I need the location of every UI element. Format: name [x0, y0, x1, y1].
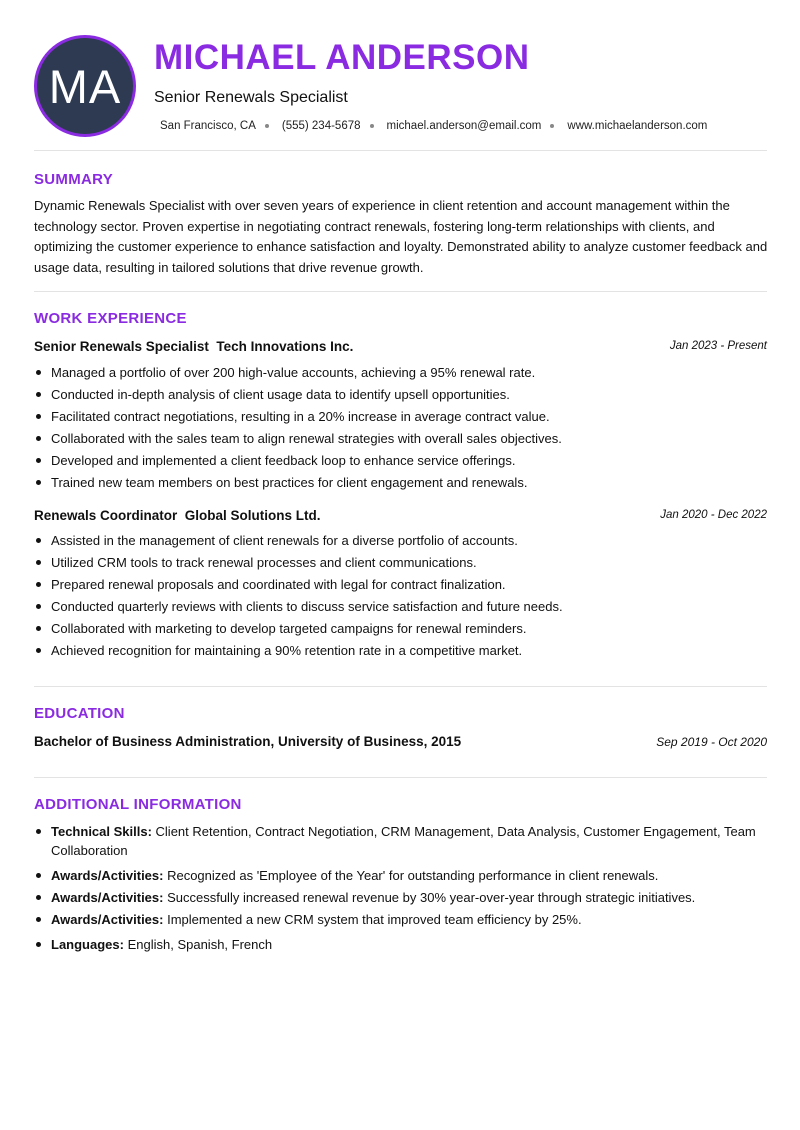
education-dates: Sep 2019 - Oct 2020	[656, 735, 767, 749]
education-degree: Bachelor of Business Administration, University of Business, 2015	[34, 734, 462, 749]
list-item: Assisted in the management of client renewals for a diverse portfolio of accounts.	[51, 533, 771, 555]
separator-dot	[265, 124, 269, 128]
divider	[34, 291, 767, 292]
list-item: Conducted quarterly reviews with clients to discuss service satisfaction and future needs.	[51, 599, 771, 621]
job-role: Senior Renewals Specialist Tech Innovations Inc.	[34, 339, 354, 354]
additional-heading: ADDITIONAL INFORMATION	[34, 796, 242, 813]
job-dates: Jan 2020 - Dec 2022	[660, 509, 767, 521]
job-bullets	[51, 533, 771, 665]
info-label: Technical Skills:	[51, 824, 152, 839]
avatar: MA	[34, 35, 136, 137]
education-row	[34, 733, 767, 753]
summary-text: Dynamic Renewals Specialist with over seven years of experience in client retention and account management within the technology sector. Proven expertise in negotiating contract renewals, fostering long-term relationships with clients, and optimizing the customer experience to enhance satisfaction and loyalty. Demonstrated ability to analyze customer feedback and usage data, resulting in tailored solutions that drive revenue growth.	[34, 198, 768, 275]
contact-phone[interactable]: (555) 234-5678	[281, 120, 361, 132]
info-label: Awards/Activities:	[51, 912, 164, 927]
info-text: Client Retention, Contract Negotiation, CRM Management, Data Analysis, Customer Engagement, Team Collaboration	[51, 824, 756, 858]
job-dates: Jan 2023 - Present	[669, 340, 767, 352]
job-header	[34, 338, 767, 356]
info-label: Awards/Activities:	[51, 868, 164, 883]
list-item	[51, 866, 769, 885]
info-text: Implemented a new CRM system that improved team efficiency by 25%.	[163, 912, 582, 927]
summary-heading: SUMMARY	[34, 171, 114, 188]
info-text: Successfully increased renewal revenue by 30% year-over-year through strategic initiatives.	[163, 890, 696, 905]
divider	[34, 150, 767, 151]
contact-website[interactable]: www.michaelanderson.com	[567, 120, 708, 132]
list-item	[51, 888, 769, 907]
info-label: Languages:	[51, 937, 124, 952]
divider	[34, 777, 767, 778]
additional-list	[51, 822, 769, 954]
contact-location: San Francisco, CA	[160, 120, 256, 132]
list-item: Conducted in-depth analysis of client usage data to identify upsell opportunities.	[51, 387, 771, 409]
candidate-name: MICHAEL ANDERSON	[154, 38, 530, 77]
info-label: Awards/Activities:	[51, 890, 164, 905]
education-heading: EDUCATION	[34, 705, 125, 722]
contact-bar	[160, 120, 707, 132]
list-item: Collaborated with marketing to develop targeted campaigns for renewal reminders.	[51, 621, 771, 643]
separator-dot	[370, 124, 374, 128]
divider	[34, 686, 767, 687]
job-bullets	[51, 365, 771, 497]
job-role: Renewals Coordinator Global Solutions Ltd.	[34, 508, 321, 523]
list-item	[51, 822, 769, 860]
contact-email[interactable]: michael.anderson@email.com	[386, 120, 542, 132]
info-text: Recognized as 'Employee of the Year' for outstanding performance in client renewals.	[163, 868, 659, 883]
separator-dot	[550, 124, 554, 128]
job-header	[34, 507, 767, 525]
experience-heading: WORK EXPERIENCE	[34, 310, 187, 327]
info-text: English, Spanish, French	[123, 937, 273, 952]
list-item: Developed and implemented a client feedback loop to enhance service offerings.	[51, 453, 771, 475]
list-item: Utilized CRM tools to track renewal processes and client communications.	[51, 555, 771, 577]
list-item	[51, 935, 769, 954]
list-item: Facilitated contract negotiations, resulting in a 20% increase in average contract value.	[51, 409, 771, 431]
candidate-title: Senior Renewals Specialist	[154, 89, 348, 106]
list-item: Trained new team members on best practices for client engagement and renewals.	[51, 475, 771, 497]
list-item	[51, 910, 769, 929]
list-item: Achieved recognition for maintaining a 90% retention rate in a competitive market.	[51, 643, 771, 665]
list-item: Prepared renewal proposals and coordinated with legal for contract finalization.	[51, 577, 771, 599]
list-item: Collaborated with the sales team to align renewal strategies with overall sales objectives.	[51, 431, 771, 453]
list-item: Managed a portfolio of over 200 high-value accounts, achieving a 95% renewal rate.	[51, 365, 771, 387]
